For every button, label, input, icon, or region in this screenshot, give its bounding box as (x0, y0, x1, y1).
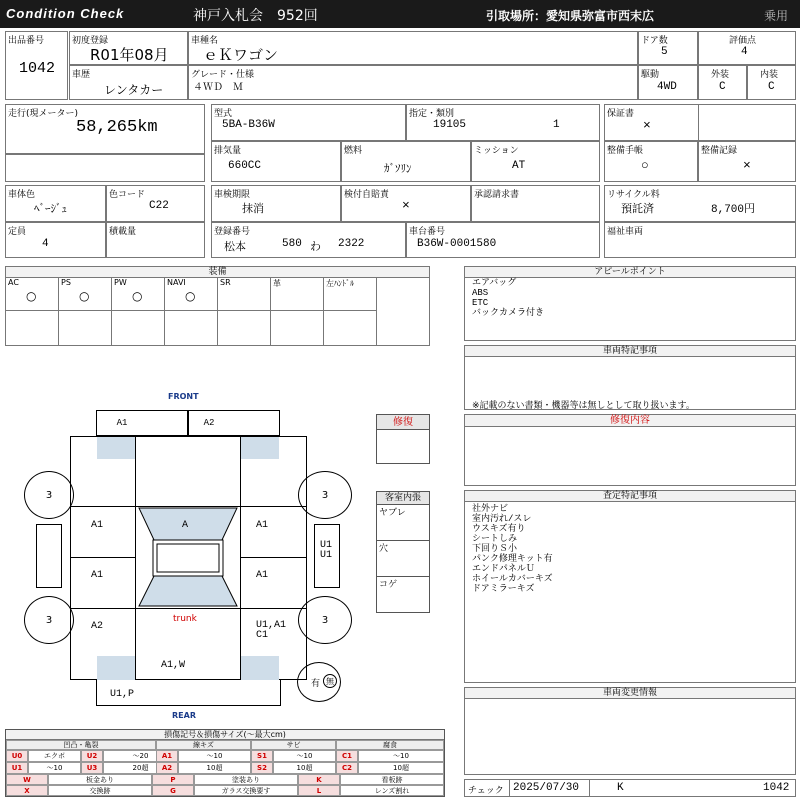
equipment-mark: ○ (185, 289, 196, 303)
legend-desc: ～10 (273, 750, 336, 762)
legend-desc: ～10 (358, 750, 444, 762)
legend-desc: ～10 (28, 762, 81, 774)
auction-name: 神戸入札会 952回 (193, 8, 318, 24)
header-title: Condition Check (6, 6, 125, 21)
car-diagram: A1 A2 A A1 A1 A1 A1 A2 U1,A1 C1 trunk A1,W U1,P U1 U1 3 3 3 3 有 無 (0, 0, 460, 800)
repair-section: 修復内容 (464, 414, 796, 486)
legend-desc: 10超 (273, 762, 336, 774)
appeal-item: ABS (472, 288, 489, 298)
manual-box: 整備手帳 ○ (604, 141, 698, 182)
rear-bumper-mark: U1,P (110, 689, 135, 700)
legend-code: A1 (156, 750, 178, 762)
interior-row: 穴 (377, 541, 429, 577)
legend-desc: 10超 (178, 762, 251, 774)
color-code-box: 色コード C22 (106, 185, 205, 222)
inspector-note: パンク修理キット有 (472, 554, 553, 564)
legend-head: 線キズ (156, 740, 251, 750)
quarter-rr-mark: U1,A1 C1 (256, 620, 287, 641)
front-label: FRONT (168, 392, 199, 401)
legend-desc: 10超 (358, 762, 444, 774)
appeal-item: エアバッグ (472, 278, 517, 288)
equipment-label: 革 (273, 279, 281, 288)
equipment-label: NAVI (167, 278, 186, 287)
legend-desc: 塗装あり (194, 774, 298, 785)
legend-code: L (298, 785, 340, 796)
vehicle-category: 乗用 (764, 9, 789, 23)
first-reg-box: 初度登録 R01年08月 (69, 31, 188, 65)
door-rl-mark: A1 (91, 570, 104, 581)
legend-code: S2 (251, 762, 273, 774)
legend-desc: エクボ (28, 750, 81, 762)
equipment-label: 左ﾊﾝﾄﾞﾙ (326, 279, 354, 288)
special-notes-section: 車両特記事項 ※記載のない書類・機器等は無しとして取り扱います。 (464, 345, 796, 410)
drive-box: 駆動 4WD (638, 65, 698, 100)
doors-box: ドア数 5 (638, 31, 698, 65)
legend-code: P (152, 774, 194, 785)
appeal-section: アピールポイント エアバッグ ABS ETC バックカメラ付き (464, 266, 796, 341)
interior-row: ヤブレ (377, 505, 429, 541)
plate-box: 登録番号 松本 580 わ 2322 (211, 222, 406, 258)
check-lot: 1042 (763, 782, 790, 794)
legend-desc: 看板跡 (340, 774, 444, 785)
fender-fr-mark: A1 (256, 520, 269, 531)
lot-number: 1042 (19, 60, 56, 77)
legend-desc: レンズ割れ (340, 785, 444, 796)
inspector-note: シートしみ (472, 534, 518, 544)
inspector-note: 室内汚れ/スレ (472, 514, 532, 524)
mirror-r-mark: U1 U1 (320, 540, 333, 561)
mileage-box: 走行(現メーター) 58,265km (5, 104, 205, 154)
legend-code: K (298, 774, 340, 785)
color-box: 車体色 ﾍﾞｰｼﾞｭ (5, 185, 106, 222)
inspector-note: 社外ナビ (472, 504, 509, 514)
inspector-note: ウスキズ有り (472, 524, 526, 534)
tire-front-left: 3 (24, 471, 74, 519)
legend-head: サビ (251, 740, 336, 750)
appeal-item: バックカメラ付き (472, 308, 545, 318)
special-note: ※記載のない書類・機器等は無しとして取り扱います。 (472, 401, 695, 411)
legend-code: G (152, 785, 194, 796)
legend-code: U3 (81, 762, 103, 774)
record-box: 整備記録 × (698, 141, 796, 182)
inspection-box: 車検期限 抹消 (211, 185, 341, 222)
claim-box: 承認請求書 (471, 185, 600, 222)
tire-rear-left: 3 (24, 596, 74, 644)
legend-desc: ～20 (103, 750, 178, 762)
appeal-item: ETC (472, 298, 489, 308)
legend-head: 凹凸・亀裂 (6, 740, 156, 750)
exterior-box: 外装 C (698, 65, 747, 100)
history-box: 車歴 レンタカー (69, 65, 188, 100)
equipment-title: 装備 (6, 267, 429, 278)
legend-head: 腐食 (336, 740, 444, 750)
pickup-location: 引取場所：愛知県弥富市西末広 (486, 9, 655, 23)
damage-legend: 損傷記号＆損傷サイズ(～最大cm) 凹凸・亀裂 線キズ サビ 腐食 U0 エクボ U2 ～20 A1 ～10 S1 ～10 C1 ～10 U1 ～10 U3 20超 A2 10超 S2 10超 C2 10超 W 板金あり P 塗装あり K 看板跡 X 交換跡 G ガラス交換要す L レンズ割れ (5, 729, 445, 797)
check-row: チェック 2025/07/30 K 1042 (464, 779, 796, 797)
fuel-box: 燃料 ｶﾞｿﾘﾝ (341, 141, 471, 182)
appeal-list (472, 278, 544, 318)
equipment-label: AC (8, 278, 19, 287)
lot-box: 出品番号 1042 (5, 31, 68, 100)
rear-label: REAR (172, 711, 196, 720)
check-date: 2025/07/30 (513, 782, 580, 794)
designation-box: 指定・類別 19105 1 (406, 104, 600, 141)
legend-code: C2 (336, 762, 358, 774)
warranty-box: 保証書 × (604, 104, 796, 141)
legend-code: C1 (336, 750, 358, 762)
inspector-notes-section: 査定特記事項 社外ナビ 室内汚れ/スレ ウスキズ有り シートしみ 下回りＳ小 パンク修理キット有 エンドパネルＵ ホイールカバーキズ ドアミラーキズ (464, 490, 796, 683)
capacity-box: 定員 4 (5, 222, 106, 258)
inspector-note: ドアミラーキズ (472, 584, 535, 594)
legend-code: S1 (251, 750, 273, 762)
interior-box: 内装 C (747, 65, 796, 100)
fender-fl-mark: A1 (91, 520, 104, 531)
quarter-rl-mark: A2 (91, 621, 104, 632)
interior-condition-box: 客室内張 ヤブレ 穴 コゲ (376, 491, 430, 613)
legend-code: X (6, 785, 48, 796)
interior-row: コゲ (379, 580, 398, 590)
front-bumper-right: A2 (188, 410, 280, 436)
tire-rear-right: 3 (298, 596, 352, 644)
legend-desc: ガラス交換要す (194, 785, 298, 796)
legend-desc: 交換跡 (48, 785, 152, 796)
change-info-section: 車両変更情報 (464, 687, 796, 775)
equipment-label: PS (61, 278, 71, 287)
legend-code: A2 (156, 762, 178, 774)
grade-box: グレード・仕様 ４ＷＤ Ｍ (188, 65, 638, 100)
hood-mark: A (182, 520, 189, 531)
insurance-box: 検付自賠責 × (341, 185, 471, 222)
legend-desc: ～10 (178, 750, 251, 762)
welfare-box: 福祉車両 (604, 222, 796, 258)
legend-code: U0 (6, 750, 28, 762)
equipment-mark: ○ (132, 289, 143, 303)
model-box: 型式 5BA-B36W (211, 104, 406, 141)
repair-mark-box: 修復 (376, 414, 430, 464)
tire-front-right: 3 (298, 471, 352, 519)
equipment-mark: ○ (79, 289, 90, 303)
legend-desc: 板金あり (48, 774, 152, 785)
inspector-note: ホイールカバーキズ (472, 574, 553, 584)
front-bumper-left: A1 (96, 410, 188, 436)
score-box: 評価点 4 (698, 31, 796, 65)
load-box: 積載量 (106, 222, 205, 258)
equipment-label: SR (220, 278, 231, 287)
door-rr-mark: A1 (256, 570, 269, 581)
trunk-label: trunk (173, 614, 197, 624)
inspector-note: エンドパネルＵ (472, 564, 535, 574)
legend-code: W (6, 774, 48, 785)
car-name-box: 車種名 ｅＫワゴン (188, 31, 638, 65)
legend-desc: 20超 (103, 762, 178, 774)
inspector-note: 下回りＳ小 (472, 544, 518, 554)
equipment-mark: ○ (26, 289, 37, 303)
rear-panel-mark: A1,W (161, 660, 186, 671)
equipment-label: PW (114, 278, 127, 287)
chassis-box: 車台番号 B36W-0001580 (406, 222, 600, 258)
windshield-shape (136, 506, 241, 608)
legend-code: U2 (81, 750, 103, 762)
mission-box: ミッション AT (471, 141, 600, 182)
recycle-box: リサイクル料 預託済 8,700円 (604, 185, 796, 222)
inspector-list (472, 504, 553, 594)
displacement-box: 排気量 660CC (211, 141, 341, 182)
legend-code: U1 (6, 762, 28, 774)
